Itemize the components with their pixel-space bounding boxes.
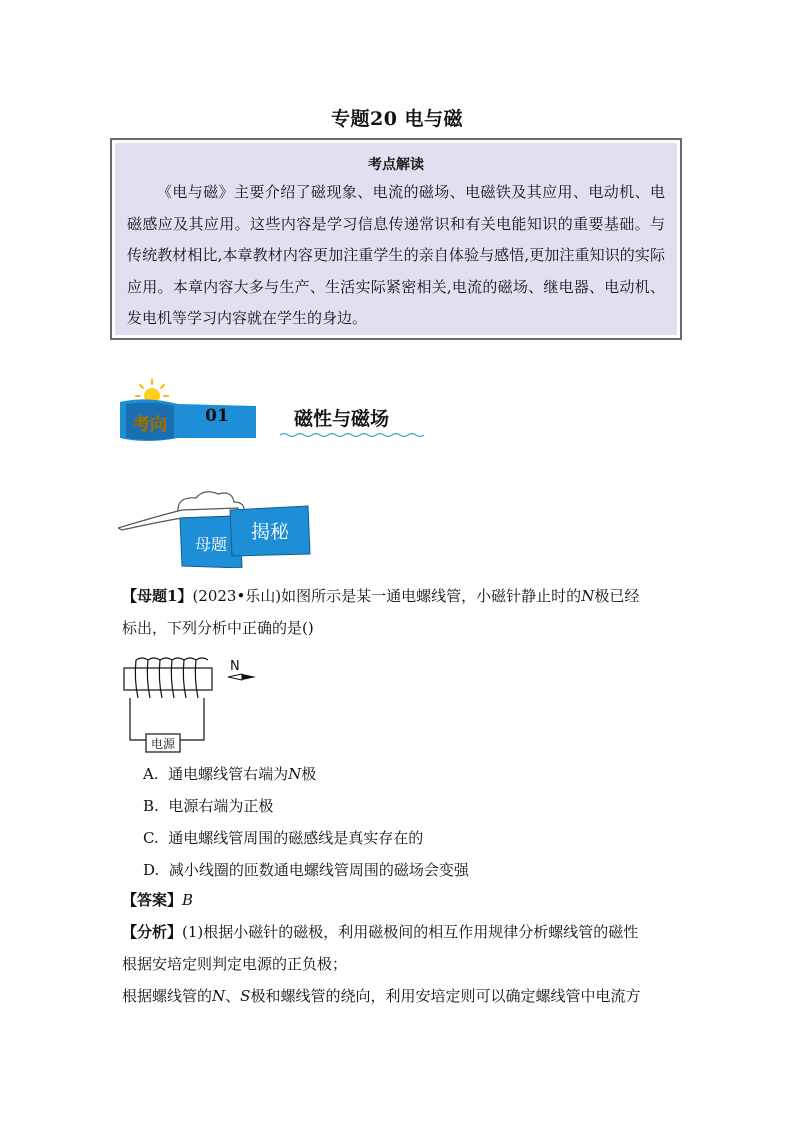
key-points-body: 《电与磁》主要介绍了磁现象、电流的磁场、电磁铁及其应用、电动机、电磁感应及其应用。这些内容是学习信息传递常识和有关电能知识的重要基础。与传统教材相比,本章教材内容更加注重学生的亲自体验与感悟,更加注重知识的实际应用。本章内容大多与生产、生活实际紧密相关,电流的磁场、继电器、电动机、发电机等学习内容就在学生的身边。	[127, 183, 665, 327]
analysis-s: S	[240, 987, 251, 1005]
key-points-heading: 考点解读	[368, 157, 424, 173]
mother-question-badge	[118, 486, 313, 568]
section-title: 磁性与磁场	[294, 408, 390, 430]
section-number: 01	[205, 406, 229, 426]
analysis-n: N	[212, 987, 226, 1005]
option-d-text: 减小线圈的匝数通电螺线管周围的磁场会变强	[168, 861, 469, 879]
badge-text: 考向	[133, 415, 167, 435]
option-a-text: 通电螺线管右端为	[168, 765, 289, 783]
answer-line	[122, 884, 193, 916]
question-line-1	[122, 580, 639, 612]
section-badge	[116, 374, 266, 454]
wire-right	[180, 698, 204, 740]
option-b	[143, 795, 273, 816]
badge-left-text: 母题	[194, 535, 228, 554]
section-title-underline	[280, 432, 424, 438]
question-line-2: 标出，下列分析中正确的是()	[122, 619, 314, 637]
key-points-background	[115, 143, 677, 335]
analysis-line-1	[122, 916, 638, 948]
solenoid-core	[124, 668, 212, 690]
compass-needle-icon	[228, 674, 256, 680]
solenoid-coil	[135, 658, 208, 698]
wire-left	[130, 698, 146, 740]
question-stem-1: 如图所示是某一通电螺线管，小磁针静止时的	[281, 587, 582, 605]
option-b-text: 电源右端为正极	[168, 797, 274, 815]
analysis-text-3c: 极和螺线管的绕向，利用安培定则可以确定螺线管中电流方	[250, 987, 641, 1005]
analysis-text-3a: 根据螺线管的	[122, 987, 213, 1005]
analysis-text-3b: 、	[225, 987, 241, 1005]
compass-n-label: N	[230, 659, 240, 674]
option-a-letter: A.	[143, 765, 159, 783]
page-title: 专题20 电与磁	[330, 108, 464, 130]
badge-right-text: 揭秘	[250, 521, 290, 543]
option-c-text: 通电螺线管周围的磁感线是真实存在的	[168, 829, 424, 847]
option-a-after: 极	[301, 765, 317, 783]
option-c	[143, 827, 423, 848]
key-points-box	[110, 138, 682, 340]
question-source: (2023•乐山)	[192, 587, 282, 605]
answer-value: B	[182, 891, 194, 909]
option-a-italic: N	[288, 765, 302, 783]
power-source-label: 电源	[150, 737, 176, 751]
option-a	[143, 763, 316, 784]
question-n-pole: N	[581, 587, 595, 605]
question-stem-1-end: 极已经	[594, 587, 640, 605]
question-tag: 【母题1】	[122, 587, 193, 605]
option-c-letter: C.	[143, 829, 159, 847]
answer-tag: 【答案】	[122, 891, 183, 909]
option-d	[143, 859, 469, 880]
option-d-letter: D.	[143, 861, 160, 879]
analysis-line-3	[122, 980, 640, 1012]
analysis-text-1: (1)根据小磁针的磁极，利用磁极间的相互作用规律分析螺线管的磁性	[182, 923, 639, 941]
analysis-line-2: 根据安培定则判定电源的正负极；	[122, 955, 348, 973]
solenoid-figure	[118, 652, 268, 756]
option-b-letter: B.	[143, 797, 159, 815]
analysis-tag: 【分析】	[122, 923, 183, 941]
